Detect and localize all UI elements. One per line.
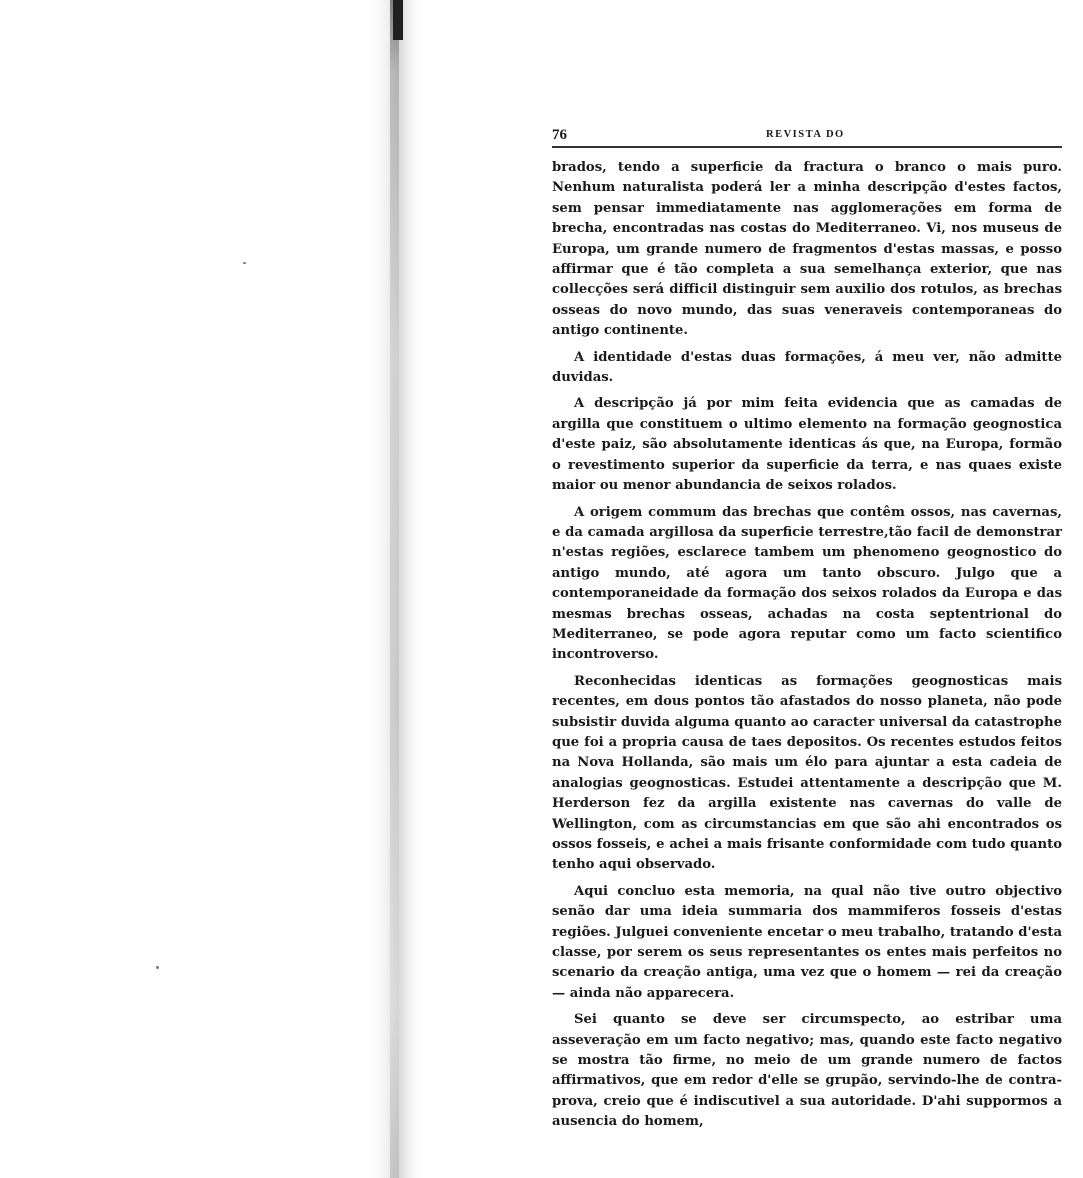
paragraph: Reconhecidas identicas as formações geognosticas mais recentes, em dous pontos tão afastados do nosso planeta, não pode subsistir duvida alguma quanto ao caracter universal da catastrophe que foi a propria causa de taes depositos. Os recentes estudos feitos na Nova Hollanda, são mais um élo para ajuntar a esta cadeia de analogias geognosticas. Estudei attentamente a descripção que M. Herderson fez da argilla existente nas cavernas do valle de Wellington, com as circumstancias em que são ahi encontrados os ossos fosseis, e achei a mais frisante conformidade com tudo quanto tenho aqui observado. bbox=[552, 673, 1062, 873]
paragraph: brados, tendo a superficie da fractura o branco o mais puro. Nenhum naturalista poderá ler a minha descripção d'estes factos, sem pensar immediatamente nas agglomerações em forma de brecha, encontradas nas costas do Mediterraneo. Vi, nos museus de Europa, um grande numero de fragmentos d'estas massas, e posso affirmar que é tão completa a sua semelhança exterior, que nas collecções será difficil distinguir sem auxilio dos rotulos, as brechas osseas do novo mundo, das suas veneraveis contemporaneas do antigo continente. bbox=[552, 160, 1062, 339]
paragraph: A origem commum das brechas que contêm ossos, nas cavernas, e da camada argillosa da superficie terrestre,tão facil de demonstrar n'estas regiões, esclarece tambem um phenomeno geognostico do antigo mundo, até agora um tanto obscuro. Julgo que a contemporaneidade da formação dos seixos rolados da Europa e das mesmas brechas osseas, achadas na costa septentrional do Mediterraneo, se pode agora reputar como um facto scientifico incontroverso. bbox=[552, 504, 1062, 663]
paragraph: Sei quanto se deve ser circumspecto, ao estribar uma asseveração em um facto negativo; mas, quando este facto negativo se mostra tão firme, no meio de um grande numero de factos affirmativos, que em redor d'elle se grupão, servindo-lhe de contra-prova, creio que é indiscutivel a sua autoridade. D'ahi suppormos a ausencia do homem, bbox=[552, 1012, 1062, 1130]
running-head: REVISTA DO bbox=[766, 129, 845, 140]
page-body bbox=[552, 158, 1062, 1133]
paragraph: A descripção já por mim feita evidencia que as camadas de argilla que constituem o ultimo elemento na formação geognostica d'este paiz, são absolutamente identicas ás que, na Europa, formão o revestimento superior da superficie da terra, e nas quaes existe maior ou menor abundancia de seixos rolados. bbox=[552, 396, 1062, 494]
page-header bbox=[552, 124, 1062, 148]
binding-mark bbox=[393, 0, 403, 40]
book-spine-edge bbox=[390, 0, 399, 1178]
scan-speck bbox=[156, 966, 159, 969]
scan-speck bbox=[243, 262, 246, 264]
page-number: 76 bbox=[552, 127, 567, 143]
paragraph: A identidade d'estas duas formações, á meu ver, não admitte duvidas. bbox=[552, 349, 1062, 386]
paragraph: Aqui concluo esta memoria, na qual não tive outro objectivo senão dar uma ideia summaria dos mammiferos fosseis d'estas regiões. Julguei conveniente encetar o meu trabalho, tratando d'esta classe, por serem os seus representantes os entes mais perfeitos no scenario da creação antiga, uma vez que o homem — rei da creação — ainda não apparecera. bbox=[552, 883, 1062, 1001]
book-page bbox=[552, 124, 1062, 1139]
